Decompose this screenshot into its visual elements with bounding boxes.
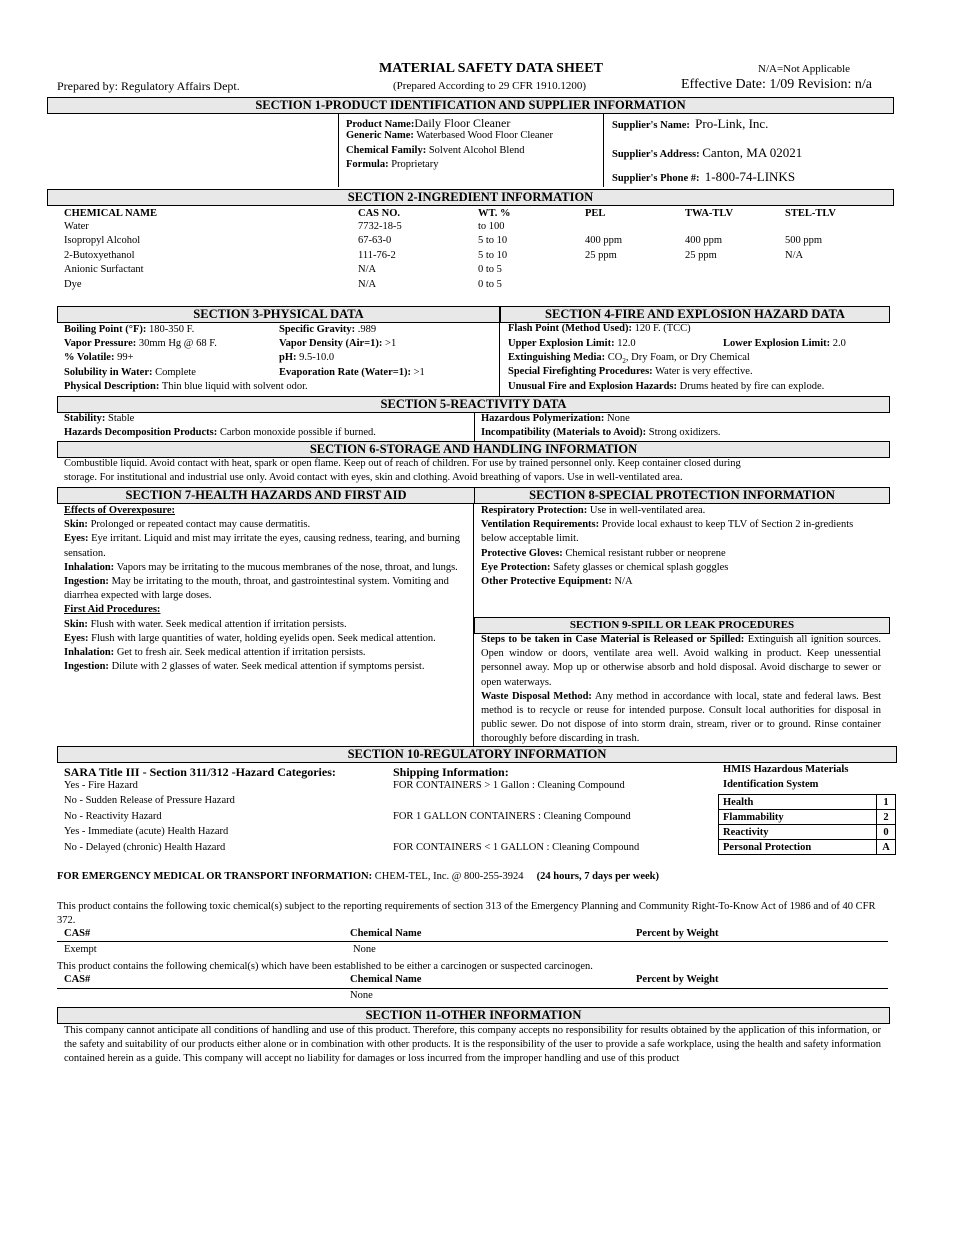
ingredient-cell: N/A [358,264,377,276]
section-1-header: SECTION 1-PRODUCT IDENTIFICATION AND SUPPLIER INFORMATION [47,97,894,114]
col-header: CAS NO. [358,208,401,219]
hmis-row: Flammability 2 [719,810,896,825]
toxic-chemical-statement: This product contains the following toxic chemical(s) subject to the reporting requirements of section 313 of the Emergency Planning and Community Right-To-Know Act of 1986 and of 40 CFR 372. [57,901,876,927]
carcinogen-statement: This product contains the following chemical(s) which have been established to be either a carcinogen or suspected carcinogen. [57,961,593,972]
section-6-header: SECTION 6-STORAGE AND HANDLING INFORMATION [57,441,890,458]
storage-text-1: Combustible liquid. Avoid contact with heat, spark or open flame. Keep out of reach of children. For use by trained personnel only. Keep container closed during [64,458,741,469]
shipping-item: FOR CONTAINERS > 1 Gallon : Cleaning Compound [393,780,625,791]
section-10-header: SECTION 10-REGULATORY INFORMATION [57,746,897,763]
special-firefighting: Special Firefighting Procedures: Water is very effective. [508,366,753,377]
toxic-name-value: None [353,944,376,955]
ingredient-cell: 25 ppm [585,249,617,261]
supplier-phone: Supplier's Phone #: 1-800-74-LINKS [612,169,796,184]
ingredient-cell: 7732-18-5 [358,221,402,232]
sara-header: SARA Title III - Section 311/312 -Hazard Categories: [64,765,336,779]
ingredient-cell: 5 to 10 [478,235,508,247]
lower-explosion-limit: Lower Explosion Limit: 2.0 [723,338,846,349]
shipping-header: Shipping Information: [393,765,509,779]
ingredient-cell: to 100 [478,221,505,232]
stability: Stability: Stable [64,413,135,424]
col-header: STEL-TLV [785,208,836,219]
toxic-col-name: Chemical Name [350,928,422,939]
carc-col-cas: CAS# [64,974,91,985]
storage-text-2: storage. For institutional and industrial use only. Avoid contact with eyes, skin and clothing. Avoid breathing of vapors. Use in well-ventilated area. [64,472,683,483]
hmis-title: HMIS Hazardous Materials [723,764,849,775]
supplier-name: Supplier's Name: Pro-Link, Inc. [612,116,769,131]
carc-name-value: None [350,990,373,1001]
sara-item: No - Sudden Release of Pressure Hazard [64,795,235,806]
flash-point: Flash Point (Method Used): 120 F. (TCC) [508,323,691,334]
col-header: CHEMICAL NAME [64,208,158,219]
ingredient-cell: 0 to 5 [478,278,502,290]
unusual-fire-hazards: Unusual Fire and Explosion Hazards: Drums heated by fire can explode. [508,381,825,392]
upper-explosion-limit: Upper Explosion Limit: 12.0 [508,338,636,349]
extinguishing-media: Extinguishing Media: $CO_2$, Dry Foam, or Dry Chemical [508,352,750,366]
evaporation-rate: Evaporation Rate (Water=1): >1 [279,367,425,378]
sara-item: Yes - Fire Hazard [64,780,138,791]
section-7-header: SECTION 7-HEALTH HAZARDS AND FIRST AID [57,487,475,504]
spill-procedures: Steps to be taken in Case Material is Released or Spilled: Extinguish all ignition sources. Open window or doors, ventilate area well. Avoid walking in product. Keep unessential personnel away. Mop up or otherwise absorb and hold disposal. Avoid discharge to sewer or open waterways. Waste Disposal Method: Any method in accordance with local, state and federal laws. Best method is to recycle or reuse for intended purpose. Consult local authorities for disposal in public sewer. Do not dispose of into storm drain, stream, river or to ground. Rinse container thoroughly before discarding in trash. [481,634,882,745]
ingredient-cell: N/A [785,249,804,261]
ingredient-cell: N/A [358,278,377,290]
sara-item: Yes - Immediate (acute) Health Hazard [64,826,229,837]
document-title: MATERIAL SAFETY DATA SHEET [379,61,603,76]
section-9-header: SECTION 9-SPILL OR LEAK PROCEDURES [474,617,890,634]
shipping-item: FOR 1 GALLON CONTAINERS : Cleaning Compound [393,811,631,822]
hmis-subtitle: Identification System [723,779,819,790]
incompatibility: Incompatibility (Materials to Avoid): Strong oxidizers. [481,427,721,438]
carc-col-pct: Percent by Weight [636,974,719,985]
section-11-header: SECTION 11-OTHER INFORMATION [57,1007,890,1024]
section-2-header: SECTION 2-INGREDIENT INFORMATION [47,189,894,206]
col-header: WT. % [478,208,511,219]
specific-gravity: Specific Gravity: .989 [279,324,377,335]
ingredient-cell: 400 ppm [685,235,723,247]
decomposition-products: Hazards Decomposition Products: Carbon monoxide possible if burned. [64,427,376,438]
boiling-point: Boiling Point (°F): 180-350 F. [64,324,195,335]
ingredient-cell: Anionic Surfactant [64,264,144,276]
sara-item: No - Reactivity Hazard [64,811,162,822]
emergency-info: FOR EMERGENCY MEDICAL OR TRANSPORT INFORMATION: CHEM-TEL, Inc. @ 800-255-3924 (24 hours, 7 days per week) [57,871,659,882]
vapor-pressure: Vapor Pressure: 30mm Hg @ 68 F. [64,338,217,349]
percent-volatile: % Volatile: 99+ [64,352,134,363]
section-5-header: SECTION 5-REACTIVITY DATA [57,396,890,413]
generic-name: Generic Name: Waterbased Wood Floor Cleaner [346,130,553,141]
col-header: TWA-TLV [685,208,734,219]
document-subtitle: (Prepared According to 29 CFR 1910.1200) [393,80,587,92]
hazardous-polymerization: Hazardous Polymerization: None [481,413,630,424]
col-header: PEL [585,208,606,219]
toxic-cas-value: Exempt [64,944,97,955]
supplier-address: Supplier's Address: Canton, MA 02021 [612,145,803,160]
toxic-col-pct: Percent by Weight [636,928,719,939]
hmis-row: Personal Protection A [719,840,896,855]
effective-date: Effective Date: 1/09 Revision: n/a [681,77,873,92]
formula: Formula: Proprietary [346,159,439,170]
sara-item: No - Delayed (chronic) Health Hazard [64,842,226,853]
solubility: Solubility in Water: Complete [64,367,196,378]
product-name: Product Name:Daily Floor Cleaner [346,116,511,130]
other-information: This company cannot anticipate all conditions of handling and use of this product. Therefore, this company accepts no responsibility for results obtained by the application of this information, or the safety and suitability of our products either alone or in combination with other products. It is the responsibility of the user to provide a safe workplace, using the health and safety information contained herein as a guide. This company will accept no liability for damages or loss incurred from the improper handling and use of this product [64,1025,881,1065]
shipping-item: FOR CONTAINERS < 1 GALLON : Cleaning Compound [393,842,640,853]
hmis-table [718,794,896,855]
carc-col-name: Chemical Name [350,974,422,985]
chemical-family: Chemical Family: Solvent Alcohol Blend [346,145,525,156]
ingredient-cell: Water [64,221,89,232]
section-4-header: SECTION 4-FIRE AND EXPLOSION HAZARD DATA [500,306,890,323]
hmis-row: Reactivity 0 [719,825,896,840]
ingredient-cell: 25 ppm [685,249,717,261]
ingredient-cell: Isopropyl Alcohol [64,235,141,247]
physical-description: Physical Description: Thin blue liquid with solvent odor. [64,381,308,392]
na-note: N/A=Not Applicable [758,63,851,75]
protection-column: Respiratory Protection: Use in well-ventilated area. Ventilation Requirements: Provide local exhaust to keep TLV of Section 2 in-gredients below acceptable limit. Protective Gloves: Chemical resistant rubber or neoprene Eye Protection: Safety glasses or chemical splash goggles Other Protective Equipment: N/A [481,505,854,588]
section-3-header: SECTION 3-PHYSICAL DATA [57,306,500,323]
vapor-density: Vapor Density (Air=1): >1 [279,338,397,349]
ingredient-cell: 400 ppm [585,235,623,247]
health-hazards-column: Effects of Overexposure: Skin: Prolonged or repeated contact may cause dermatitis. Eyes: Eye irritant. Liquid and mist may irritate the eyes, causing redness, tearing, and burning sensation. Inhalation: Vapors may be irritating to the mucous membranes of the nose, throat, and lungs. Ingestion: May be irritating to the mouth, throat, and gastrointestinal system. Vomiting and diarrhea expected with large doses. First Aid Procedures: Skin: Flush with water. Seek medical attention if irritation persists. Eyes: Flush with large quantities of water, holding eyelids open. Seek medical attention. Inhalation: Get to fresh air. Seek medical attention if irritation persists. Ingestion: Dilute with 2 glasses of water. Seek medical attention if symptoms persist. [64,505,460,673]
hmis-row: Health 1 [719,795,896,810]
ph: pH: 9.5-10.0 [279,352,335,363]
ingredient-cell: 67-63-0 [358,235,392,247]
section-8-header: SECTION 8-SPECIAL PROTECTION INFORMATION [474,487,890,504]
ingredient-cell: Dye [64,278,82,290]
ingredient-cell: 0 to 5 [478,264,502,276]
prepared-by: Prepared by: Regulatory Affairs Dept. [57,79,240,93]
ingredient-cell: 5 to 10 [478,249,508,261]
ingredient-cell: 2-Butoxyethanol [64,249,135,261]
ingredient-cell: 500 ppm [785,235,823,247]
toxic-col-cas: CAS# [64,928,91,939]
ingredient-cell: 111-76-2 [358,249,396,261]
